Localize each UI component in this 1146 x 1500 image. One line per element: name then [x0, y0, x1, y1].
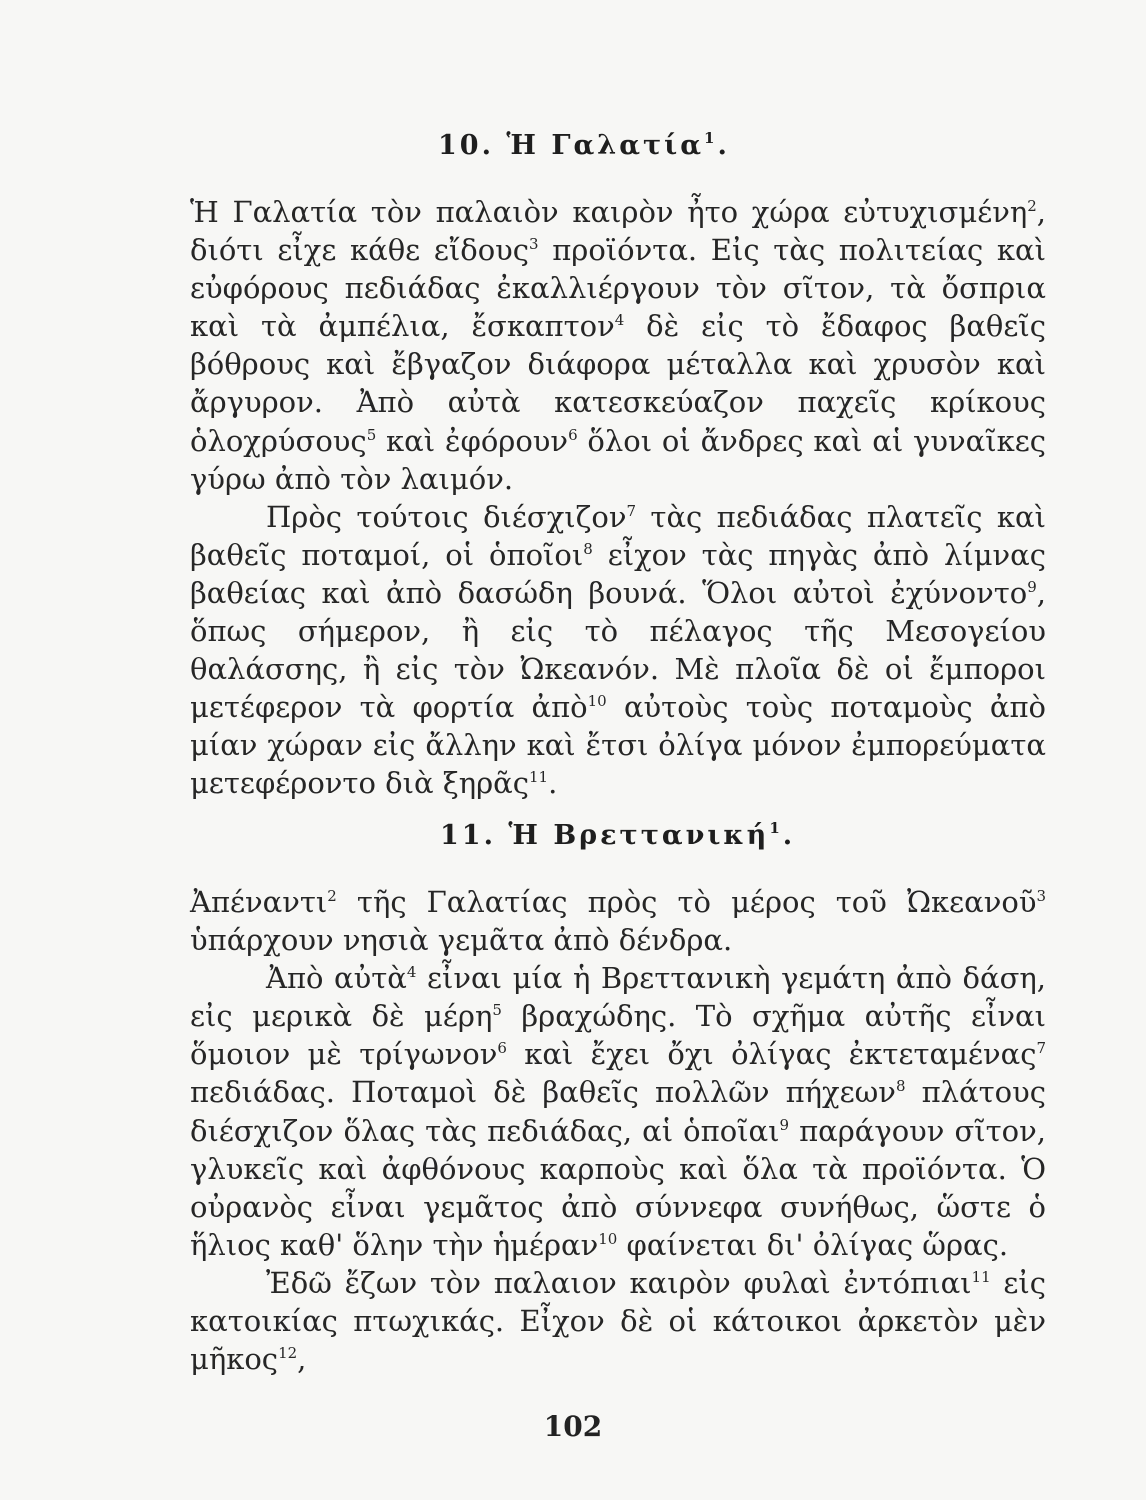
text-run: τὰς πεδιάδας πλατεῖς καὶ βαθεῖς ποταμοί, οἱ ὁποῖοι	[190, 499, 1046, 572]
footnote-ref: 12	[278, 1344, 298, 1363]
paragraph	[190, 1264, 1046, 1378]
footnote-ref: 9	[1027, 577, 1037, 596]
footnote-ref: 10	[587, 692, 607, 711]
footnote-ref: 2	[1027, 197, 1037, 215]
text-run: εἰς κατοικίας πτωχικάς. Εἶχον δὲ οἱ κάτοικοι ἀρκετὸν μὲν μῆκος	[190, 1265, 1046, 1377]
text-run: Ἡ Γαλατία τὸν παλαιὸν καιρὸν ἦτο χώρα εὐτυχισμένη	[190, 195, 1028, 229]
footnote-ref: 6	[568, 425, 578, 444]
footnote-ref: 7	[626, 501, 637, 520]
footnote-ref: 4	[614, 311, 625, 330]
section-body-galatia	[190, 193, 1046, 803]
text-run: .	[548, 766, 558, 801]
text-run: , διότι εἶχε κάθε εἴδους	[190, 195, 1046, 268]
text-run: εἶχον τὰς πηγὰς ἀπὸ λίμνας βαθείας καὶ ἀπὸ δασώδη βουνά. Ὅλοι αὐτοὶ ἐχύνοντο	[190, 537, 1047, 610]
text-run: τῆς Γαλατίας πρὸς τὸ μέρος τοῦ Ὠκεανοῦ	[336, 885, 1037, 919]
text-run: προϊόντα. Εἰς τὰς πολιτείας καὶ εὐφόρους πεδιάδας ἐκαλλιέργουν τὸν σῖτον, τὰ ὄσπρια καὶ τὰ ἀμπέλια, ἔσκαπτον	[190, 233, 1046, 344]
text-run: Ἀπέναντι	[190, 885, 328, 919]
footnote-ref: 8	[583, 539, 593, 558]
text-run: εἶναι μία ἡ Βρεττανικὴ γεμάτη ἀπὸ δάση, εἰς μερικὰ δὲ μέρη	[190, 961, 1046, 1034]
text-run: πλάτους διέσχιζον ὅλας τὰς πεδιάδας, αἱ ὁποῖαι	[190, 1075, 1046, 1148]
text-run: ὑπάρχουν νησιὰ γεμᾶτα ἀπὸ δένδρα.	[190, 923, 733, 958]
text-run: φαίνεται δι' ὀλίγας ὥρας.	[617, 1227, 1009, 1262]
footnote-ref: 11	[971, 1267, 991, 1286]
footnote-ref: 9	[779, 1115, 790, 1134]
text-run: Ἀπὸ αὐτὰ	[266, 961, 407, 996]
text-run: καὶ ἐφόρουν	[376, 423, 569, 458]
footnote-ref: 3	[1036, 887, 1046, 905]
section-body-britain	[190, 883, 1046, 1378]
text-run: , ὅπως σήμερον, ἢ εἰς τὸ πέλαγος τῆς Μεσογείου θαλάσσης, ἢ εἰς τὸν Ὠκεανόν. Μὲ πλοῖα δὲ οἱ ἔμποροι μετέφερον τὰ φορτία ἀπὸ	[190, 575, 1046, 725]
footnote-ref: 1	[704, 129, 718, 147]
footnote-ref: 1	[769, 819, 783, 837]
section-title-end: .	[782, 820, 796, 851]
footnote-ref: 3	[529, 235, 539, 254]
section-title-end: .	[717, 130, 730, 161]
section-number: 10.	[438, 130, 494, 161]
text-run: βραχώδης. Τὸ σχῆμα αὐτῆς εἶναι ὅμοιον μὲ τρίγωνον	[190, 999, 1046, 1072]
section-title-britain	[440, 820, 795, 851]
footnote-ref: 11	[528, 768, 549, 787]
paragraph	[190, 498, 1046, 803]
text-run: Ἐδῶ ἔζων τὸν παλαιον καιρὸν φυλαὶ ἐντόπιαι	[266, 1265, 972, 1300]
section-title-text: Ἡ Βρεττανική	[508, 820, 770, 851]
footnote-ref: 5	[492, 1001, 502, 1020]
text-run: Πρὸς τούτοις διέσχιζον	[266, 499, 627, 534]
text-run: πεδιάδας. Ποταμοὶ δὲ βαθεῖς πολλῶν πήχεων	[190, 1075, 896, 1110]
text-run: ,	[297, 1342, 307, 1377]
text-run: αὐτοὺς τοὺς ποταμοὺς ἀπὸ μίαν χώραν εἰς ἄλλην καὶ ἔτσι ὀλίγα μόνον ἐμπορεύματα μετεφέροντο διὰ ξηρᾶς	[190, 690, 1046, 801]
footnote-ref: 10	[598, 1229, 618, 1248]
section-title-text: Ἡ Γαλατία	[506, 130, 704, 161]
text-run: δὲ εἰς τὸ ἔδαφος βαθεῖς βόθρους καὶ ἔβγαζον διάφορα μέταλλα καὶ χρυσὸν καὶ ἄργυρον. Ἀπὸ αὐτὰ κατεσκεύαζον παχεῖς κρίκους ὁλοχρύσους	[190, 309, 1046, 458]
section-number: 11.	[440, 820, 496, 851]
page-number: 102	[543, 1410, 603, 1443]
footnote-ref: 5	[366, 425, 377, 444]
text-run: παράγουν σῖτον, γλυκεῖς καὶ ἀφθόνους καρποὺς καὶ ὅλα τὰ προϊόντα. Ὁ οὐρανὸς εἶναι γεμᾶτος ἀπὸ σύννεφα συνήθως, ὥστε ὁ ἥλιος καθ' ὅλην τὴν ἡμέραν	[190, 1113, 1046, 1262]
paragraph	[190, 193, 1046, 498]
paragraph	[190, 959, 1046, 1264]
footnote-ref: 6	[497, 1039, 507, 1058]
footnote-ref: 7	[1036, 1039, 1046, 1058]
section-title-galatia	[438, 130, 730, 161]
text-run: καὶ ἔχει ὄχι ὀλίγας ἐκτεταμένας	[506, 1037, 1037, 1072]
footnote-ref: 2	[327, 887, 337, 905]
text-run: ὅλοι οἱ ἄνδρες καὶ αἱ γυναῖκες γύρω ἀπὸ τὸν λαιμόν.	[190, 423, 1046, 496]
footnote-ref: 8	[895, 1077, 906, 1096]
paragraph	[190, 883, 1046, 959]
footnote-ref: 4	[406, 963, 417, 982]
